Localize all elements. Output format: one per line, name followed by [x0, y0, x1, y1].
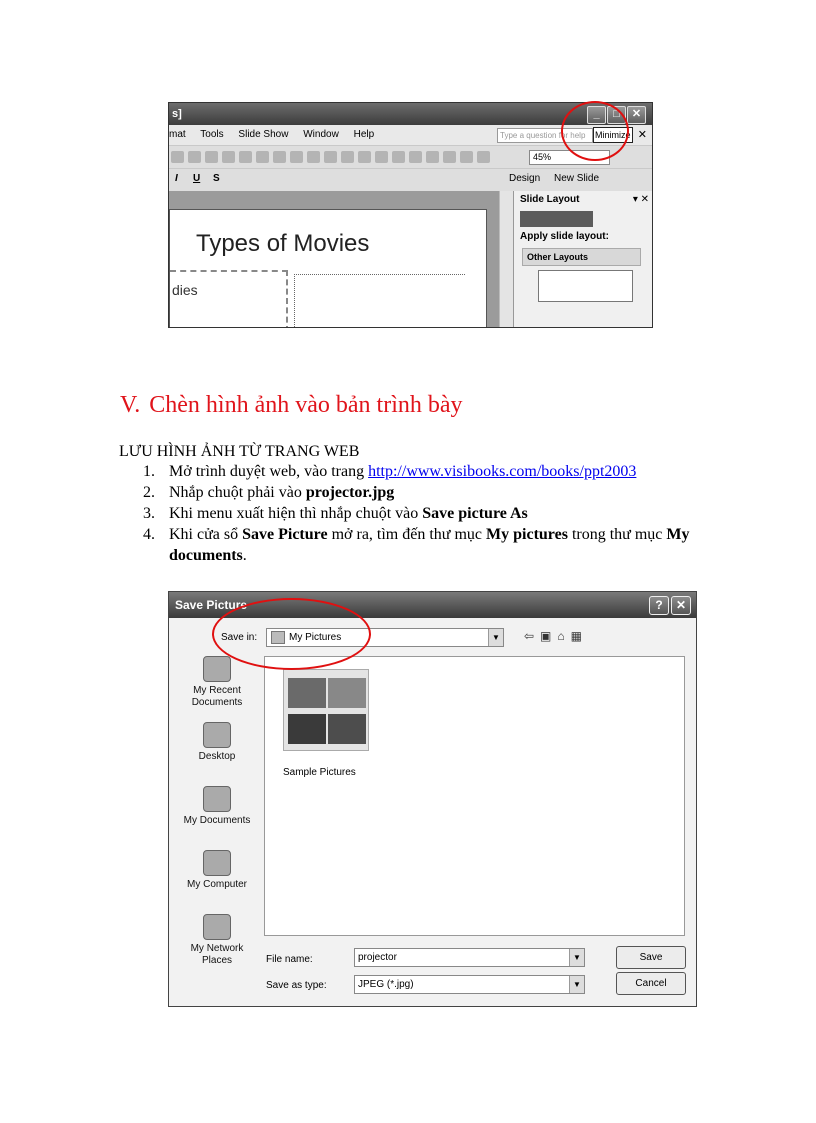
- file-name-value: projector: [358, 952, 397, 963]
- toolbar-icon[interactable]: [256, 151, 269, 163]
- chevron-down-icon[interactable]: ▼: [569, 976, 584, 993]
- other-layouts-header[interactable]: Other Layouts: [522, 248, 641, 266]
- place-my-computer[interactable]: [177, 850, 257, 891]
- toolbar-icon[interactable]: [324, 151, 337, 163]
- file-list[interactable]: [264, 656, 685, 936]
- taskpane-title: Slide Layout: [520, 194, 580, 205]
- step-bold: projector.jpg: [305, 484, 395, 501]
- layout-thumbnail[interactable]: [538, 270, 633, 302]
- list-item: [120, 461, 760, 482]
- step-text: Nhắp chuột phải vào: [169, 484, 306, 501]
- step-text: trong thư mục: [567, 526, 667, 543]
- step-text: Khi cửa sổ: [169, 526, 243, 543]
- apply-layout-label: Apply slide layout:: [520, 231, 609, 242]
- slide-body-text[interactable]: dies: [172, 282, 198, 298]
- place-desktop[interactable]: [177, 722, 257, 763]
- folder-label: Sample Pictures: [283, 767, 356, 778]
- my-documents-icon: [203, 786, 231, 812]
- slide[interactable]: [169, 209, 487, 328]
- thumbnail: [328, 678, 366, 708]
- list-item: [120, 503, 760, 524]
- second-placeholder[interactable]: [294, 274, 465, 328]
- thumbnail: [288, 678, 326, 708]
- save-type-label: Save as type:: [266, 980, 327, 991]
- dialog-close-button[interactable]: ✕: [671, 596, 691, 615]
- toolbar-icon[interactable]: [205, 151, 218, 163]
- formatting-toolbar: [169, 168, 652, 191]
- toolbar-icon[interactable]: [443, 151, 456, 163]
- step-number: 1.: [143, 463, 155, 480]
- file-name-input[interactable]: [354, 948, 585, 967]
- place-label: My Recent Documents: [191, 685, 243, 708]
- steps-list: [120, 461, 760, 566]
- highlight-circle: [212, 598, 371, 670]
- taskpane-header: [514, 191, 653, 209]
- my-computer-icon: [203, 850, 231, 876]
- step-text: Khi menu xuất hiện thì nhắp chuột vào: [169, 505, 423, 522]
- section-number: V.: [120, 392, 141, 418]
- slide-layout-taskpane: [513, 191, 653, 327]
- ppt-window-title: s]: [172, 108, 182, 120]
- minimize-button[interactable]: _: [587, 106, 606, 124]
- step-bold: Save Picture: [242, 526, 328, 543]
- list-item: [120, 524, 760, 566]
- help-button[interactable]: ?: [649, 596, 669, 615]
- shadow-button[interactable]: S: [213, 173, 220, 184]
- text-placeholder[interactable]: [170, 270, 288, 328]
- step-number: 2.: [143, 484, 155, 501]
- menu-slide-show[interactable]: Slide Show: [238, 129, 289, 140]
- dialog-nav-icons[interactable]: ⇦▣⌂▦: [524, 629, 588, 643]
- save-in-label: Save in:: [221, 632, 258, 643]
- step-text: Mở trình duyệt web, vào trang: [169, 463, 369, 480]
- toolbar-icon[interactable]: [341, 151, 354, 163]
- taskpane-nav-icons[interactable]: [520, 211, 593, 227]
- places-bar: [177, 656, 257, 976]
- visibooks-link[interactable]: http://www.visibooks.com/books/ppt2003: [368, 463, 637, 480]
- sample-pictures-folder[interactable]: [283, 669, 369, 751]
- place-label: Desktop: [198, 751, 236, 762]
- save-in-value: My Pictures: [289, 632, 342, 643]
- toolbar-icon[interactable]: [409, 151, 422, 163]
- menu-help[interactable]: Help: [353, 129, 375, 140]
- slide-title[interactable]: Types of Movies: [196, 230, 370, 257]
- close-doc-icon[interactable]: ✕: [637, 129, 647, 141]
- design-button[interactable]: Design: [509, 173, 541, 184]
- highlight-circle: [561, 101, 629, 161]
- toolbar-icon[interactable]: [171, 151, 184, 163]
- cancel-button[interactable]: Cancel: [616, 972, 686, 995]
- underline-button[interactable]: U: [193, 173, 201, 184]
- recent-documents-icon: [203, 656, 231, 682]
- section-heading: [120, 392, 463, 419]
- toolbar-icon[interactable]: [375, 151, 388, 163]
- save-button[interactable]: Save: [616, 946, 686, 969]
- vertical-scrollbar[interactable]: [499, 191, 514, 327]
- toolbar-icon[interactable]: [222, 151, 235, 163]
- menu-window[interactable]: Window: [303, 129, 339, 140]
- ask-question-input[interactable]: Type a question for help: [497, 128, 593, 143]
- toolbar-icon[interactable]: [188, 151, 201, 163]
- new-slide-button[interactable]: New Slide: [554, 173, 600, 184]
- desktop-icon: [203, 722, 231, 748]
- step-bold: My documents: [169, 526, 690, 564]
- menu-format[interactable]: mat: [169, 129, 186, 140]
- toolbar-icon[interactable]: [426, 151, 439, 163]
- section-title: Chèn hình ảnh vào bản trình bày: [149, 392, 463, 418]
- toolbar-icon[interactable]: [290, 151, 303, 163]
- chevron-down-icon[interactable]: ▼: [569, 949, 584, 966]
- file-name-label: File name:: [266, 954, 313, 965]
- place-my-documents[interactable]: [177, 786, 257, 827]
- minimize-tooltip: Minimize: [593, 127, 633, 143]
- step-bold: Save picture As: [422, 505, 528, 522]
- maximize-button[interactable]: □: [607, 106, 626, 124]
- menu-tools[interactable]: Tools: [200, 129, 224, 140]
- network-places-icon: [203, 914, 231, 940]
- toolbar-icon[interactable]: [307, 151, 320, 163]
- step-bold: My pictures: [486, 526, 568, 543]
- step-text: .: [242, 547, 247, 564]
- toolbar-icon[interactable]: [273, 151, 286, 163]
- toolbar-icon[interactable]: [460, 151, 473, 163]
- italic-button[interactable]: I: [175, 173, 178, 184]
- list-item: [120, 482, 760, 503]
- step-text: mở ra, tìm đến thư mục: [327, 526, 487, 543]
- step-number: 4.: [143, 526, 155, 543]
- thumbnail: [288, 714, 326, 744]
- place-label: My Documents: [183, 815, 251, 826]
- thumbnail: [328, 714, 366, 744]
- slide-editing-area: [169, 191, 499, 327]
- dialog-title: Save Picture: [175, 598, 248, 612]
- toolbar-icon[interactable]: [239, 151, 252, 163]
- close-button[interactable]: ✕: [627, 106, 646, 124]
- step-number: 3.: [143, 505, 155, 522]
- place-network[interactable]: [177, 914, 257, 967]
- zoom-select[interactable]: 45%: [529, 150, 610, 165]
- save-type-select[interactable]: [354, 975, 585, 994]
- chevron-down-icon[interactable]: ▼: [488, 629, 503, 646]
- toolbar-icon[interactable]: [477, 151, 490, 163]
- toolbar-icon[interactable]: [358, 151, 371, 163]
- place-recent[interactable]: [177, 656, 257, 709]
- place-label: My Computer: [186, 879, 247, 890]
- save-type-value: JPEG (*.jpg): [358, 979, 414, 990]
- subheading: LƯU HÌNH ẢNH TỪ TRANG WEB: [119, 443, 360, 460]
- toolbar-icon[interactable]: [392, 151, 405, 163]
- taskpane-close-icon[interactable]: ▾ ✕: [632, 194, 649, 205]
- place-label: My Network Places: [190, 943, 244, 966]
